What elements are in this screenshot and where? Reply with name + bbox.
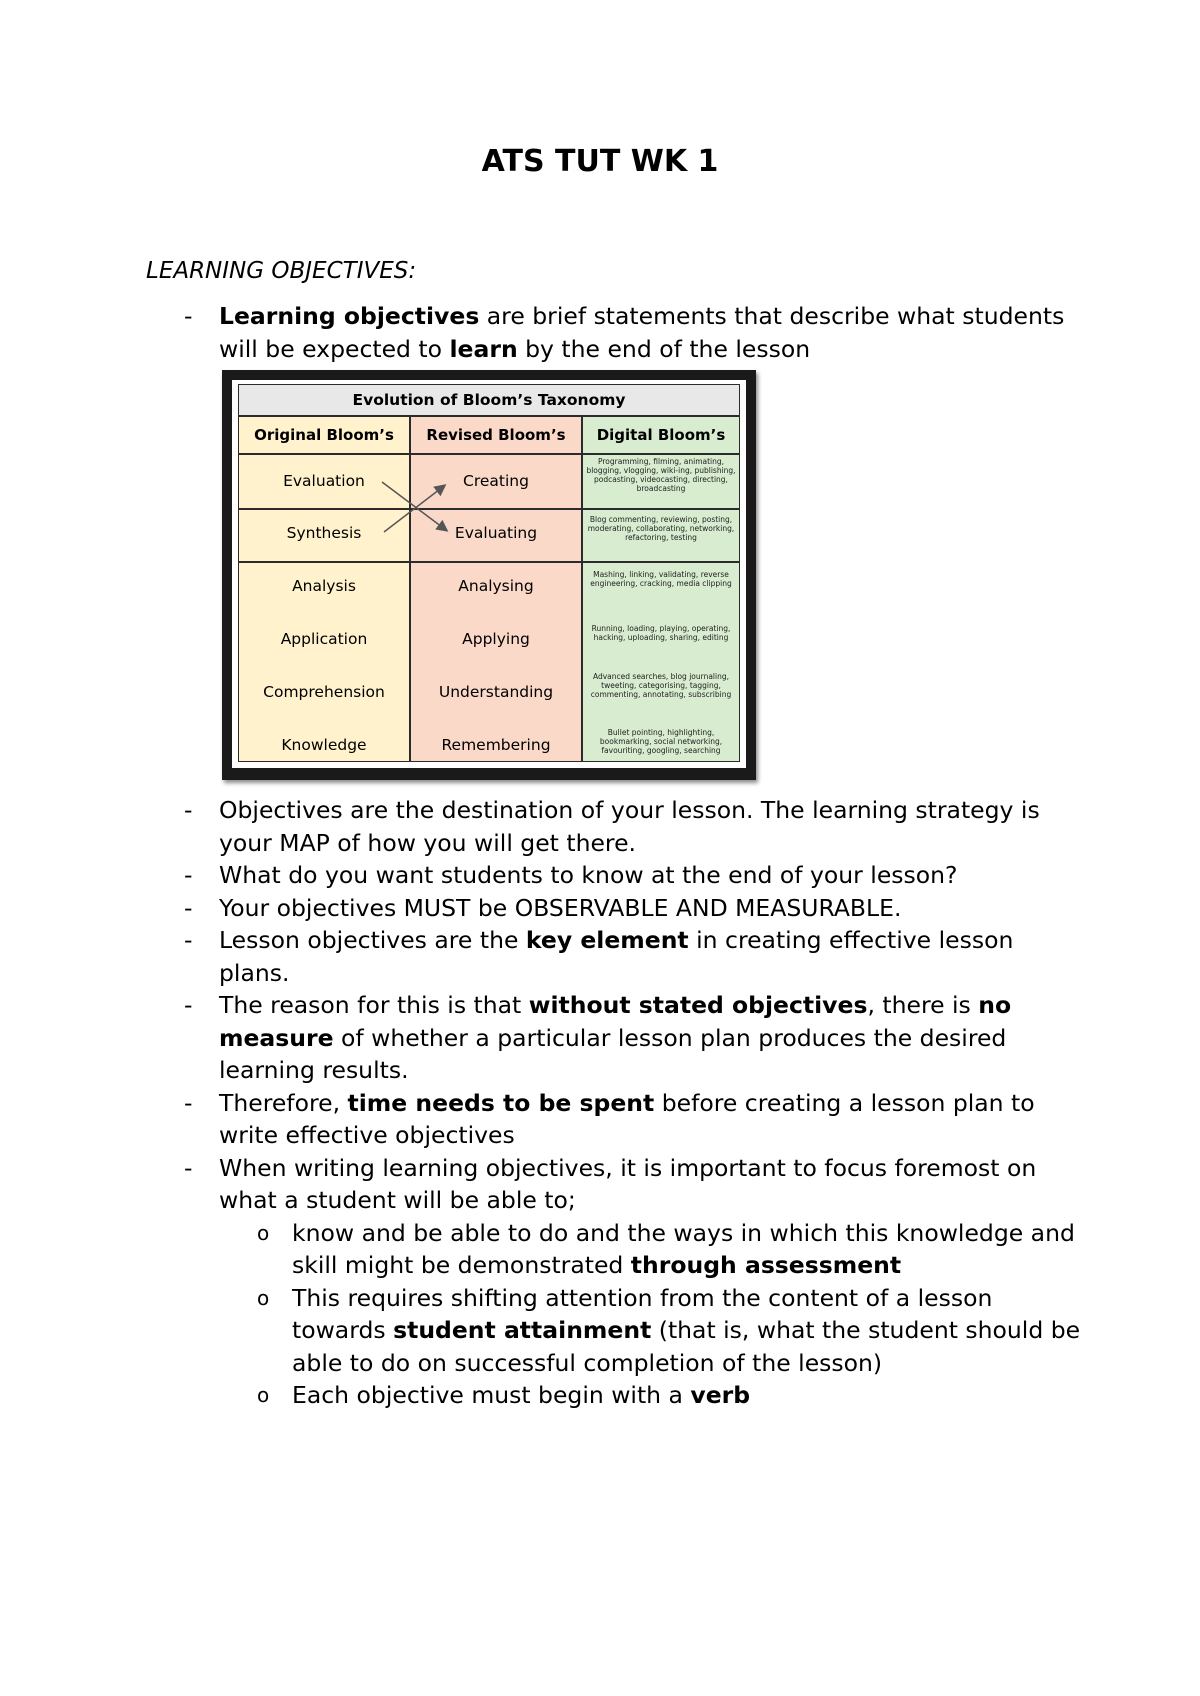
original-comprehension: Comprehension — [263, 683, 385, 701]
sub-bullet: o — [257, 1220, 270, 1245]
bold-text: verb — [690, 1381, 751, 1409]
text: The reason for this is that — [219, 991, 529, 1019]
column-header-revised: Revised Bloom’s — [410, 416, 582, 454]
revised-analysing: Analysing — [458, 577, 534, 595]
text: Your objectives MUST be OBSERVABLE AND MEASURABLE. — [219, 893, 902, 922]
bullet-dash: - — [184, 926, 193, 954]
list-item — [146, 892, 1086, 925]
original-analysis: Analysis — [292, 577, 356, 595]
text: (that is, what the student should be able to do on successful completion of the lesson) — [292, 1316, 1081, 1377]
bold-text: no measure — [219, 991, 1012, 1052]
list-item — [146, 989, 1086, 1087]
text: Objectives are the destination of your lesson. The learning strategy is your MAP of how you will get there. — [219, 796, 1040, 857]
sub-bullet: o — [257, 1383, 270, 1407]
list-item — [146, 300, 1086, 365]
sub-list-item — [219, 1379, 1086, 1412]
digital-creating-verbs: Programming, filming, animating, blogging, vlogging, wiki-ing, publishing, podcasting, videocasting, directing, broadcasting — [586, 457, 736, 493]
column-header-original: Original Bloom’s — [238, 416, 410, 454]
intro-list — [146, 300, 1086, 365]
column-header-digital: Digital Bloom’s — [582, 416, 740, 454]
sub-bullet: o — [257, 1285, 270, 1310]
bullet-dash: - — [184, 991, 193, 1019]
sub-list — [219, 1217, 1086, 1412]
bullet-dash: - — [184, 1088, 193, 1117]
objectives-list — [146, 794, 1086, 1412]
list-item — [146, 859, 1086, 892]
sub-list-item — [219, 1282, 1086, 1380]
text: are brief statements that describe what students will be expected to — [219, 302, 1065, 363]
blooms-taxonomy-figure — [222, 370, 756, 780]
revised-understanding: Understanding — [438, 683, 554, 701]
bold-text: Learning objectives — [219, 302, 480, 330]
figure-inner — [232, 380, 746, 768]
blooms-table — [238, 384, 740, 762]
crossing-arrows-icon — [378, 474, 458, 544]
bold-text: learn — [449, 334, 518, 363]
digital-analysing-verbs: Mashing, linking, validating, reverse engineering, cracking, media clipping — [590, 570, 732, 588]
original-application: Application — [280, 630, 368, 648]
bold-text: without stated objectives — [528, 991, 868, 1019]
bold-text: through assessment — [630, 1251, 902, 1279]
digital-evaluating-verbs: Blog commenting, reviewing, posting, moderating, collaborating, networking, refactoring, testing — [587, 515, 735, 542]
text: by the end of the lesson — [517, 334, 811, 363]
revised-applying: Applying — [462, 630, 530, 648]
sub-list-item — [219, 1217, 1086, 1282]
page-title: ATS TUT WK 1 — [481, 144, 719, 179]
original-evaluation: Evaluation — [283, 472, 365, 490]
text: before creating a lesson plan to write effective objectives — [219, 1088, 1035, 1149]
text: of whether a particular lesson plan produces the desired learning results. — [219, 1023, 1007, 1084]
bold-text: key element — [525, 926, 689, 954]
text: Therefore, — [219, 1088, 348, 1117]
revised-evaluating: Evaluating — [454, 524, 538, 542]
digital-column — [582, 454, 740, 762]
text: know and be able to do and the ways in which this knowledge and skill might be demonstrated — [292, 1218, 1075, 1279]
digital-applying-verbs: Running, loading, playing, operating, hacking, uploading, sharing, editing — [591, 624, 731, 642]
list-item — [146, 1087, 1086, 1152]
list-item — [146, 1152, 1086, 1412]
revised-remembering: Remembering — [441, 736, 551, 754]
section-heading: LEARNING OBJECTIVES: — [146, 258, 417, 284]
digital-understanding-verbs: Advanced searches, blog journaling, tweeting, categorising, tagging, commenting, annotating, subscribing — [590, 672, 732, 699]
list-item — [146, 924, 1086, 989]
text: This requires shifting attention from the content of a lesson towards — [292, 1283, 993, 1344]
digital-remembering-verbs: Bullet pointing, highlighting, bookmarking, social networking, favouriting, googling, searching — [599, 728, 723, 755]
revised-creating: Creating — [463, 472, 529, 490]
text: When writing learning objectives, it is important to focus foremost on what a student will be able to; — [219, 1153, 1037, 1214]
bullet-dash: - — [184, 796, 193, 824]
row-divider — [238, 561, 740, 563]
bullet-dash: - — [184, 861, 193, 889]
bold-text: student attainment — [393, 1316, 652, 1344]
text: in creating effective lesson plans. — [219, 926, 1014, 987]
bullet-dash: - — [184, 893, 193, 922]
original-synthesis: Synthesis — [286, 524, 362, 542]
list-item — [146, 794, 1086, 859]
figure-title: Evolution of Bloom’s Taxonomy — [238, 384, 740, 416]
bold-text: time needs to be spent — [347, 1088, 655, 1117]
bullet-dash: - — [184, 1153, 193, 1182]
text: , there is — [867, 991, 979, 1019]
original-knowledge: Knowledge — [281, 736, 367, 754]
text: Each objective must begin with a — [292, 1381, 691, 1409]
row-divider — [238, 508, 740, 510]
text: What do you want students to know at the end of your lesson? — [219, 861, 958, 889]
text: Lesson objectives are the — [219, 926, 526, 954]
bullet-dash: - — [184, 302, 193, 330]
